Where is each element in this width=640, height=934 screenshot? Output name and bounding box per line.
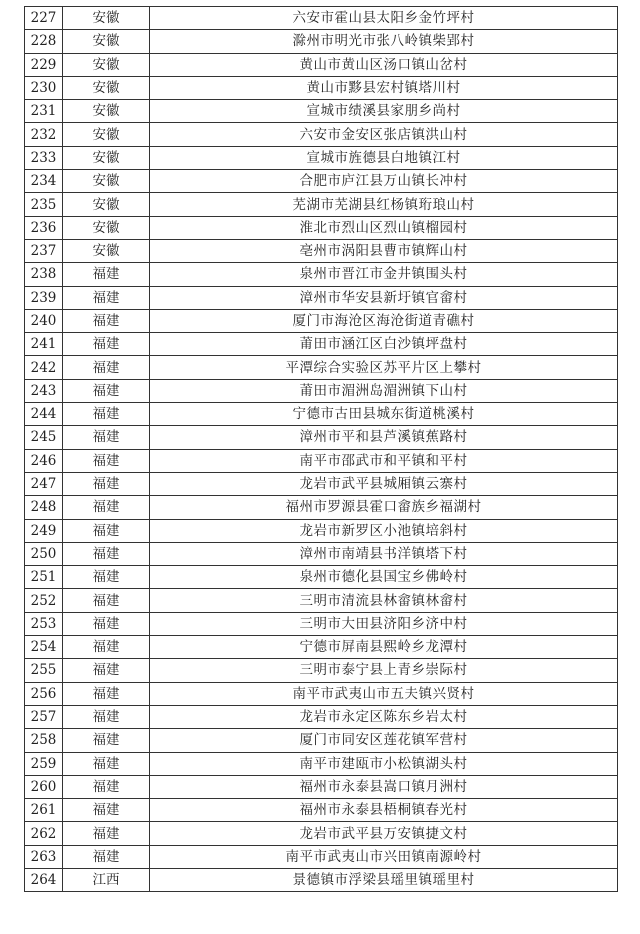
province-cell: 福建	[63, 566, 150, 589]
village-name-cell: 宣城市绩溪县家朋乡尚村	[150, 100, 618, 123]
province-cell: 江西	[63, 868, 150, 891]
table-row	[25, 775, 618, 798]
table-row	[25, 356, 618, 379]
village-name-cell: 泉州市晋江市金井镇围头村	[150, 263, 618, 286]
table-row	[25, 239, 618, 262]
row-number-cell: 252	[25, 589, 63, 612]
village-name-cell: 福州市罗源县霍口畲族乡福湖村	[150, 496, 618, 519]
village-name-cell: 宁德市屏南县熙岭乡龙潭村	[150, 636, 618, 659]
row-number-cell: 237	[25, 239, 63, 262]
province-cell: 福建	[63, 705, 150, 728]
row-number-cell: 264	[25, 868, 63, 891]
table-row	[25, 542, 618, 565]
province-cell: 福建	[63, 496, 150, 519]
table-row	[25, 216, 618, 239]
village-name-cell: 六安市霍山县太阳乡金竹坪村	[150, 7, 618, 30]
province-cell: 福建	[63, 309, 150, 332]
table-row	[25, 333, 618, 356]
row-number-cell: 263	[25, 845, 63, 868]
village-name-cell: 景德镇市浮梁县瑶里镇瑶里村	[150, 868, 618, 891]
table-row	[25, 612, 618, 635]
table-row	[25, 845, 618, 868]
row-number-cell: 256	[25, 682, 63, 705]
village-name-cell: 南平市邵武市和平镇和平村	[150, 449, 618, 472]
table-row	[25, 868, 618, 891]
village-name-cell: 福州市永泰县嵩口镇月洲村	[150, 775, 618, 798]
table-row	[25, 566, 618, 589]
village-name-cell: 宣城市旌德县白地镇江村	[150, 146, 618, 169]
village-name-cell: 黄山市黟县宏村镇塔川村	[150, 76, 618, 99]
table-row	[25, 309, 618, 332]
province-cell: 福建	[63, 799, 150, 822]
village-name-cell: 淮北市烈山区烈山镇榴园村	[150, 216, 618, 239]
row-number-cell: 235	[25, 193, 63, 216]
province-cell: 安徽	[63, 100, 150, 123]
village-name-cell: 南平市武夷山市兴田镇南源岭村	[150, 845, 618, 868]
village-name-cell: 龙岩市永定区陈东乡岩太村	[150, 705, 618, 728]
village-name-cell: 合肥市庐江县万山镇长冲村	[150, 170, 618, 193]
row-number-cell: 233	[25, 146, 63, 169]
province-cell: 安徽	[63, 30, 150, 53]
row-number-cell: 262	[25, 822, 63, 845]
table-row	[25, 659, 618, 682]
province-cell: 福建	[63, 775, 150, 798]
province-cell: 福建	[63, 286, 150, 309]
province-cell: 安徽	[63, 216, 150, 239]
province-cell: 福建	[63, 822, 150, 845]
village-list-page	[24, 6, 618, 892]
province-cell: 安徽	[63, 123, 150, 146]
village-name-cell: 平潭综合实验区苏平片区上攀村	[150, 356, 618, 379]
province-cell: 福建	[63, 263, 150, 286]
row-number-cell: 230	[25, 76, 63, 99]
province-cell: 安徽	[63, 53, 150, 76]
province-cell: 安徽	[63, 239, 150, 262]
table-row	[25, 822, 618, 845]
row-number-cell: 238	[25, 263, 63, 286]
table-row	[25, 146, 618, 169]
row-number-cell: 232	[25, 123, 63, 146]
row-number-cell: 236	[25, 216, 63, 239]
table-row	[25, 472, 618, 495]
province-cell: 福建	[63, 403, 150, 426]
province-cell: 安徽	[63, 193, 150, 216]
village-name-cell: 漳州市南靖县书洋镇塔下村	[150, 542, 618, 565]
village-name-cell: 泉州市德化县国宝乡佛岭村	[150, 566, 618, 589]
row-number-cell: 229	[25, 53, 63, 76]
row-number-cell: 254	[25, 636, 63, 659]
village-name-cell: 莆田市湄洲岛湄洲镇下山村	[150, 379, 618, 402]
row-number-cell: 258	[25, 729, 63, 752]
table-row	[25, 705, 618, 728]
table-row	[25, 496, 618, 519]
table-row	[25, 379, 618, 402]
village-name-cell: 福州市永泰县梧桐镇春光村	[150, 799, 618, 822]
village-name-cell: 厦门市海沧区海沧街道青礁村	[150, 309, 618, 332]
province-cell: 福建	[63, 472, 150, 495]
village-name-cell: 南平市武夷山市五夫镇兴贤村	[150, 682, 618, 705]
province-cell: 安徽	[63, 170, 150, 193]
province-cell: 福建	[63, 589, 150, 612]
row-number-cell: 243	[25, 379, 63, 402]
province-cell: 福建	[63, 845, 150, 868]
row-number-cell: 245	[25, 426, 63, 449]
village-name-cell: 三明市泰宁县上青乡崇际村	[150, 659, 618, 682]
table-row	[25, 449, 618, 472]
row-number-cell: 228	[25, 30, 63, 53]
village-name-cell: 漳州市华安县新圩镇官畲村	[150, 286, 618, 309]
province-cell: 福建	[63, 682, 150, 705]
row-number-cell: 241	[25, 333, 63, 356]
village-name-cell: 厦门市同安区莲花镇军营村	[150, 729, 618, 752]
table-row	[25, 53, 618, 76]
row-number-cell: 246	[25, 449, 63, 472]
province-cell: 福建	[63, 449, 150, 472]
table-row	[25, 193, 618, 216]
province-cell: 福建	[63, 356, 150, 379]
row-number-cell: 248	[25, 496, 63, 519]
village-name-cell: 宁德市古田县城东街道桃溪村	[150, 403, 618, 426]
row-number-cell: 251	[25, 566, 63, 589]
village-name-cell: 龙岩市武平县万安镇捷文村	[150, 822, 618, 845]
province-cell: 福建	[63, 379, 150, 402]
village-name-cell: 南平市建瓯市小松镇湖头村	[150, 752, 618, 775]
province-cell: 福建	[63, 519, 150, 542]
province-cell: 安徽	[63, 146, 150, 169]
table-row	[25, 123, 618, 146]
village-name-cell: 漳州市平和县芦溪镇蕉路村	[150, 426, 618, 449]
province-cell: 安徽	[63, 7, 150, 30]
village-name-cell: 亳州市涡阳县曹市镇辉山村	[150, 239, 618, 262]
province-cell: 安徽	[63, 76, 150, 99]
table-row	[25, 100, 618, 123]
row-number-cell: 240	[25, 309, 63, 332]
village-name-cell: 龙岩市武平县城厢镇云寨村	[150, 472, 618, 495]
table-row	[25, 636, 618, 659]
table-row	[25, 286, 618, 309]
village-table-body	[25, 7, 618, 892]
table-row	[25, 799, 618, 822]
row-number-cell: 239	[25, 286, 63, 309]
province-cell: 福建	[63, 659, 150, 682]
village-name-cell: 六安市金安区张店镇洪山村	[150, 123, 618, 146]
village-name-cell: 黄山市黄山区汤口镇山岔村	[150, 53, 618, 76]
village-name-cell: 三明市清流县林畲镇林畲村	[150, 589, 618, 612]
table-row	[25, 729, 618, 752]
table-row	[25, 30, 618, 53]
table-row	[25, 589, 618, 612]
row-number-cell: 234	[25, 170, 63, 193]
row-number-cell: 260	[25, 775, 63, 798]
province-cell: 福建	[63, 752, 150, 775]
row-number-cell: 261	[25, 799, 63, 822]
village-name-cell: 芜湖市芜湖县红杨镇珩琅山村	[150, 193, 618, 216]
row-number-cell: 247	[25, 472, 63, 495]
row-number-cell: 259	[25, 752, 63, 775]
table-row	[25, 519, 618, 542]
row-number-cell: 257	[25, 705, 63, 728]
table-row	[25, 426, 618, 449]
province-cell: 福建	[63, 542, 150, 565]
table-row	[25, 76, 618, 99]
table-row	[25, 682, 618, 705]
table-row	[25, 7, 618, 30]
table-row	[25, 170, 618, 193]
row-number-cell: 244	[25, 403, 63, 426]
row-number-cell: 231	[25, 100, 63, 123]
village-name-cell: 滁州市明光市张八岭镇柴郢村	[150, 30, 618, 53]
village-name-cell: 莆田市涵江区白沙镇坪盘村	[150, 333, 618, 356]
province-cell: 福建	[63, 729, 150, 752]
province-cell: 福建	[63, 426, 150, 449]
table-row	[25, 752, 618, 775]
row-number-cell: 253	[25, 612, 63, 635]
row-number-cell: 255	[25, 659, 63, 682]
row-number-cell: 242	[25, 356, 63, 379]
village-name-cell: 三明市大田县济阳乡济中村	[150, 612, 618, 635]
row-number-cell: 250	[25, 542, 63, 565]
province-cell: 福建	[63, 636, 150, 659]
row-number-cell: 227	[25, 7, 63, 30]
province-cell: 福建	[63, 333, 150, 356]
row-number-cell: 249	[25, 519, 63, 542]
village-name-cell: 龙岩市新罗区小池镇培斜村	[150, 519, 618, 542]
table-row	[25, 263, 618, 286]
village-table	[24, 6, 618, 892]
province-cell: 福建	[63, 612, 150, 635]
table-row	[25, 403, 618, 426]
